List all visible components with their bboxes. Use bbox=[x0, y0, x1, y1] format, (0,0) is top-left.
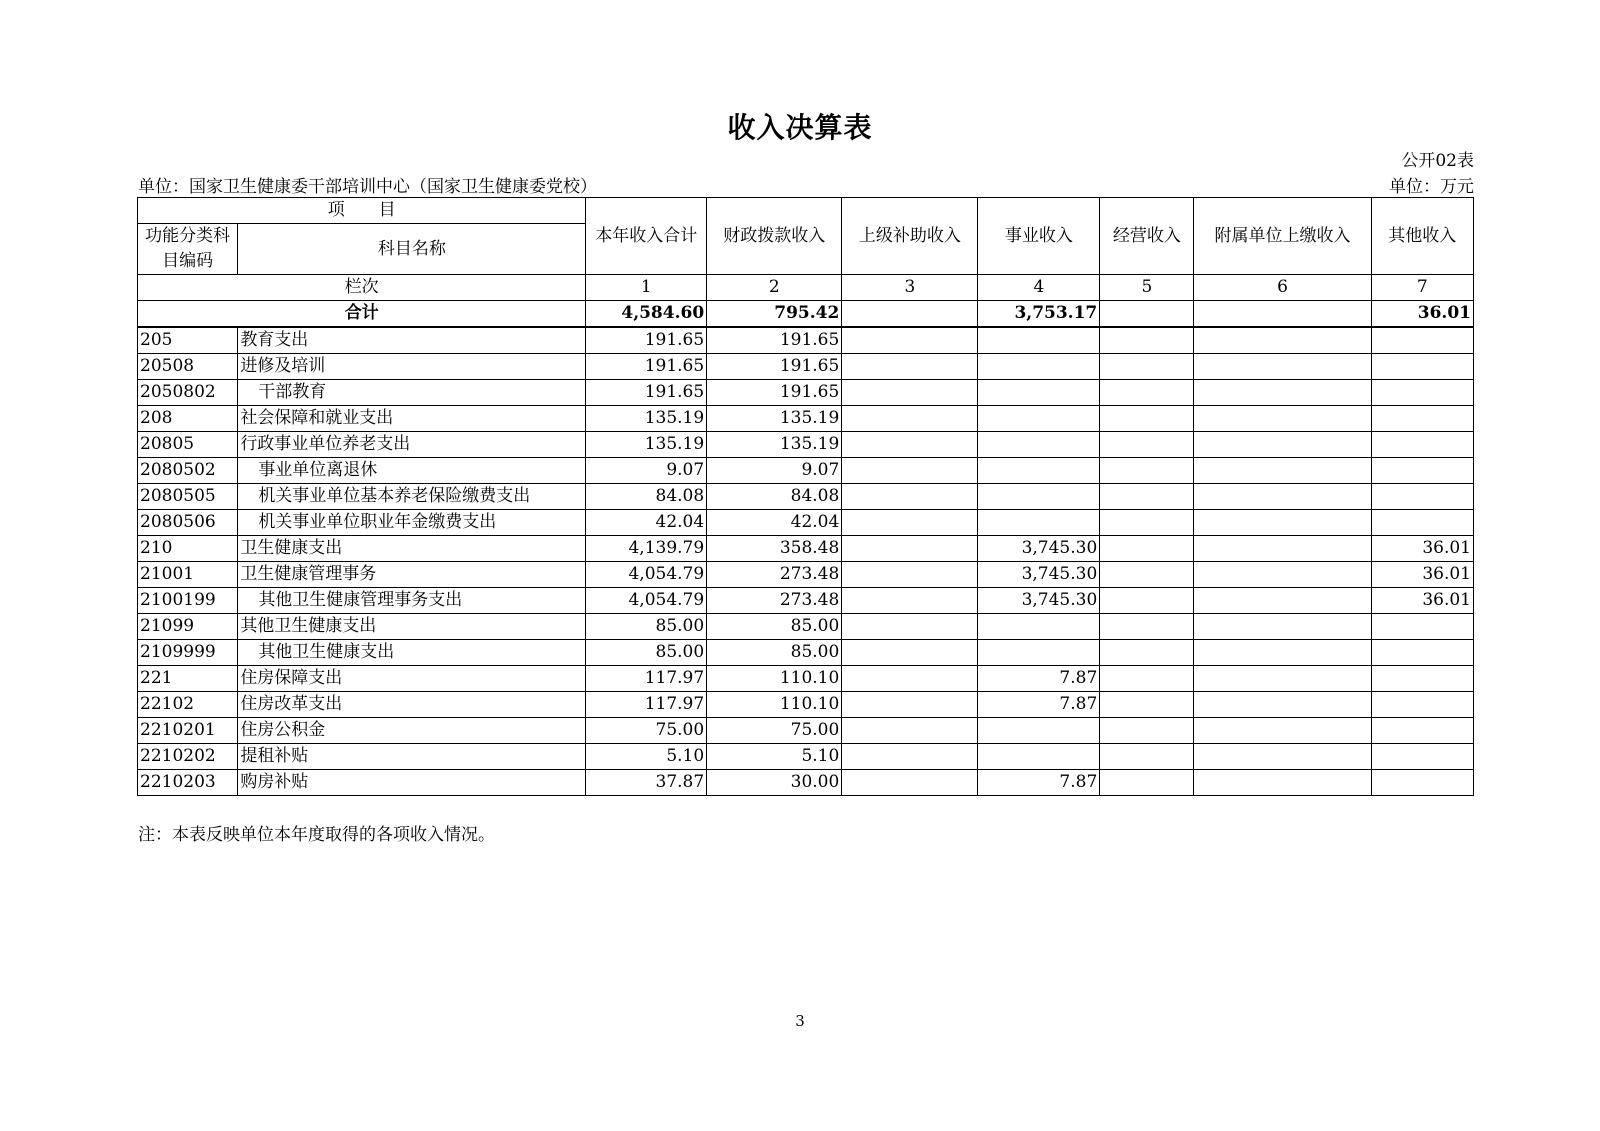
row-name: 住房改革支出 bbox=[238, 692, 586, 718]
row-value bbox=[978, 614, 1100, 640]
row-value bbox=[1100, 614, 1194, 640]
header-col-4: 事业收入 bbox=[978, 198, 1100, 275]
row-value bbox=[842, 432, 978, 458]
row-value: 75.00 bbox=[586, 718, 707, 744]
row-value bbox=[1100, 406, 1194, 432]
row-value bbox=[1371, 770, 1473, 796]
row-value: 5.10 bbox=[586, 744, 707, 770]
row-value: 273.48 bbox=[707, 588, 842, 614]
row-name: 其他卫生健康管理事务支出 bbox=[238, 588, 586, 614]
row-name: 机关事业单位职业年金缴费支出 bbox=[238, 510, 586, 536]
row-value bbox=[1100, 536, 1194, 562]
row-value bbox=[842, 354, 978, 380]
table-row bbox=[138, 588, 1474, 614]
row-value bbox=[842, 484, 978, 510]
total-row bbox=[138, 301, 1474, 328]
row-code: 205 bbox=[138, 327, 238, 354]
total-label: 合计 bbox=[138, 301, 586, 328]
row-code: 210 bbox=[138, 536, 238, 562]
row-value: 84.08 bbox=[707, 484, 842, 510]
table-row bbox=[138, 536, 1474, 562]
header-col-5: 经营收入 bbox=[1100, 198, 1194, 275]
row-value bbox=[1194, 380, 1371, 406]
row-value bbox=[1371, 510, 1473, 536]
col-num: 4 bbox=[978, 275, 1100, 301]
row-value: 85.00 bbox=[586, 640, 707, 666]
row-value bbox=[842, 458, 978, 484]
row-value bbox=[1194, 692, 1371, 718]
row-value: 117.97 bbox=[586, 692, 707, 718]
row-value bbox=[1100, 744, 1194, 770]
row-value bbox=[1100, 327, 1194, 354]
row-value: 191.65 bbox=[586, 380, 707, 406]
row-value bbox=[1100, 770, 1194, 796]
row-value bbox=[978, 510, 1100, 536]
row-value bbox=[1100, 432, 1194, 458]
row-code: 21001 bbox=[138, 562, 238, 588]
col-num: 1 bbox=[586, 275, 707, 301]
row-value bbox=[1371, 432, 1473, 458]
table-row bbox=[138, 432, 1474, 458]
row-value: 3,745.30 bbox=[978, 588, 1100, 614]
row-value bbox=[842, 692, 978, 718]
row-value: 135.19 bbox=[707, 432, 842, 458]
row-value bbox=[1371, 327, 1473, 354]
row-value bbox=[1194, 354, 1371, 380]
row-value bbox=[1194, 432, 1371, 458]
row-value bbox=[1194, 666, 1371, 692]
row-value bbox=[1194, 744, 1371, 770]
row-value: 30.00 bbox=[707, 770, 842, 796]
header-item: 项 目 bbox=[138, 198, 586, 224]
col-num: 7 bbox=[1371, 275, 1473, 301]
row-value bbox=[1194, 327, 1371, 354]
page-number: 3 bbox=[795, 1012, 805, 1030]
row-name: 社会保障和就业支出 bbox=[238, 406, 586, 432]
table-row bbox=[138, 354, 1474, 380]
row-value: 191.65 bbox=[586, 327, 707, 354]
row-value bbox=[842, 562, 978, 588]
row-code: 2109999 bbox=[138, 640, 238, 666]
header-code: 功能分类科目编码 bbox=[138, 224, 238, 275]
row-value: 85.00 bbox=[707, 640, 842, 666]
column-number-row bbox=[138, 275, 1474, 301]
row-value bbox=[978, 484, 1100, 510]
total-value: 36.01 bbox=[1371, 301, 1473, 328]
row-code: 2210202 bbox=[138, 744, 238, 770]
row-value bbox=[978, 354, 1100, 380]
row-value: 191.65 bbox=[707, 380, 842, 406]
header-name: 科目名称 bbox=[238, 224, 586, 275]
table-row bbox=[138, 458, 1474, 484]
col-num: 3 bbox=[842, 275, 978, 301]
table-row bbox=[138, 380, 1474, 406]
row-value: 42.04 bbox=[586, 510, 707, 536]
row-value: 110.10 bbox=[707, 692, 842, 718]
row-value bbox=[1100, 666, 1194, 692]
row-code: 2210203 bbox=[138, 770, 238, 796]
row-code: 2080505 bbox=[138, 484, 238, 510]
money-unit: 单位：万元 bbox=[1389, 177, 1474, 197]
row-value: 85.00 bbox=[707, 614, 842, 640]
table-row bbox=[138, 510, 1474, 536]
page-title: 收入决算表 bbox=[727, 111, 873, 144]
table-row bbox=[138, 666, 1474, 692]
row-value: 135.19 bbox=[707, 406, 842, 432]
row-value: 3,745.30 bbox=[978, 562, 1100, 588]
total-value bbox=[842, 301, 978, 328]
table-row bbox=[138, 692, 1474, 718]
row-value: 117.97 bbox=[586, 666, 707, 692]
col-num: 5 bbox=[1100, 275, 1194, 301]
row-value: 84.08 bbox=[586, 484, 707, 510]
total-value: 3,753.17 bbox=[978, 301, 1100, 328]
row-value: 4,054.79 bbox=[586, 588, 707, 614]
total-value: 795.42 bbox=[707, 301, 842, 328]
row-value bbox=[1100, 510, 1194, 536]
row-value: 273.48 bbox=[707, 562, 842, 588]
form-number: 公开02表 bbox=[1401, 151, 1474, 171]
header-row-1 bbox=[138, 198, 1474, 224]
row-name: 卫生健康管理事务 bbox=[238, 562, 586, 588]
row-value bbox=[1194, 588, 1371, 614]
row-value bbox=[1371, 640, 1473, 666]
row-value bbox=[1371, 692, 1473, 718]
row-value: 9.07 bbox=[586, 458, 707, 484]
row-value bbox=[978, 718, 1100, 744]
row-code: 2050802 bbox=[138, 380, 238, 406]
footnote: 注：本表反映单位本年度取得的各项收入情况。 bbox=[138, 825, 495, 845]
row-value: 4,139.79 bbox=[586, 536, 707, 562]
row-name: 事业单位离退休 bbox=[238, 458, 586, 484]
row-value bbox=[1100, 718, 1194, 744]
row-value bbox=[1100, 354, 1194, 380]
row-value: 42.04 bbox=[707, 510, 842, 536]
row-value: 36.01 bbox=[1371, 588, 1473, 614]
row-value bbox=[842, 614, 978, 640]
row-name: 住房公积金 bbox=[238, 718, 586, 744]
row-value: 191.65 bbox=[707, 327, 842, 354]
row-value bbox=[842, 510, 978, 536]
row-value bbox=[842, 640, 978, 666]
row-value: 110.10 bbox=[707, 666, 842, 692]
row-value: 36.01 bbox=[1371, 562, 1473, 588]
table-row bbox=[138, 744, 1474, 770]
row-value bbox=[978, 432, 1100, 458]
total-value bbox=[1194, 301, 1371, 328]
row-value bbox=[1194, 406, 1371, 432]
row-value bbox=[1194, 562, 1371, 588]
row-value bbox=[1194, 458, 1371, 484]
income-table bbox=[137, 197, 1474, 796]
row-value bbox=[1194, 484, 1371, 510]
row-name: 购房补贴 bbox=[238, 770, 586, 796]
row-value bbox=[1100, 588, 1194, 614]
row-value: 5.10 bbox=[707, 744, 842, 770]
row-value bbox=[1194, 770, 1371, 796]
row-value: 9.07 bbox=[707, 458, 842, 484]
total-value bbox=[1100, 301, 1194, 328]
row-value bbox=[978, 458, 1100, 484]
row-code: 208 bbox=[138, 406, 238, 432]
row-value bbox=[842, 770, 978, 796]
row-value: 4,054.79 bbox=[586, 562, 707, 588]
table-row bbox=[138, 327, 1474, 354]
row-code: 2080502 bbox=[138, 458, 238, 484]
row-value bbox=[1194, 614, 1371, 640]
row-code: 20805 bbox=[138, 432, 238, 458]
row-value: 7.87 bbox=[978, 666, 1100, 692]
row-value: 135.19 bbox=[586, 406, 707, 432]
row-name: 其他卫生健康支出 bbox=[238, 614, 586, 640]
table-row bbox=[138, 406, 1474, 432]
row-value bbox=[978, 327, 1100, 354]
row-value: 37.87 bbox=[586, 770, 707, 796]
row-value bbox=[1194, 640, 1371, 666]
header-col-7: 其他收入 bbox=[1371, 198, 1473, 275]
table-row bbox=[138, 640, 1474, 666]
row-value bbox=[1371, 458, 1473, 484]
row-value bbox=[842, 744, 978, 770]
table-row bbox=[138, 562, 1474, 588]
unit-name: 单位：国家卫生健康委干部培训中心（国家卫生健康委党校） bbox=[138, 177, 597, 197]
row-value bbox=[1371, 744, 1473, 770]
row-code: 2100199 bbox=[138, 588, 238, 614]
row-name: 住房保障支出 bbox=[238, 666, 586, 692]
row-value bbox=[842, 406, 978, 432]
row-name: 进修及培训 bbox=[238, 354, 586, 380]
row-value: 36.01 bbox=[1371, 536, 1473, 562]
row-value bbox=[842, 327, 978, 354]
row-code: 221 bbox=[138, 666, 238, 692]
row-value bbox=[1100, 380, 1194, 406]
table-row bbox=[138, 770, 1474, 796]
total-value: 4,584.60 bbox=[586, 301, 707, 328]
col-num: 6 bbox=[1194, 275, 1371, 301]
row-value bbox=[1100, 692, 1194, 718]
row-value: 75.00 bbox=[707, 718, 842, 744]
row-name: 机关事业单位基本养老保险缴费支出 bbox=[238, 484, 586, 510]
row-value: 7.87 bbox=[978, 692, 1100, 718]
lanci-label: 栏次 bbox=[138, 275, 586, 301]
row-code: 20508 bbox=[138, 354, 238, 380]
row-name: 行政事业单位养老支出 bbox=[238, 432, 586, 458]
row-value bbox=[1371, 380, 1473, 406]
row-value bbox=[1371, 484, 1473, 510]
header-col-3: 上级补助收入 bbox=[842, 198, 978, 275]
row-code: 22102 bbox=[138, 692, 238, 718]
row-value bbox=[1194, 510, 1371, 536]
row-value bbox=[1100, 484, 1194, 510]
row-value bbox=[842, 536, 978, 562]
table-row bbox=[138, 484, 1474, 510]
row-value: 7.87 bbox=[978, 770, 1100, 796]
row-code: 2080506 bbox=[138, 510, 238, 536]
row-value: 191.65 bbox=[586, 354, 707, 380]
row-value bbox=[842, 588, 978, 614]
row-value bbox=[1371, 666, 1473, 692]
row-name: 其他卫生健康支出 bbox=[238, 640, 586, 666]
row-value bbox=[1100, 562, 1194, 588]
row-value: 358.48 bbox=[707, 536, 842, 562]
header-col-2: 财政拨款收入 bbox=[707, 198, 842, 275]
row-value bbox=[1371, 406, 1473, 432]
row-value bbox=[978, 380, 1100, 406]
row-name: 提租补贴 bbox=[238, 744, 586, 770]
row-value bbox=[1100, 640, 1194, 666]
row-value bbox=[1194, 718, 1371, 744]
row-value: 191.65 bbox=[707, 354, 842, 380]
row-code: 2210201 bbox=[138, 718, 238, 744]
row-value bbox=[842, 380, 978, 406]
row-value bbox=[1371, 614, 1473, 640]
col-num: 2 bbox=[707, 275, 842, 301]
row-value bbox=[978, 744, 1100, 770]
row-value bbox=[978, 640, 1100, 666]
row-value: 85.00 bbox=[586, 614, 707, 640]
row-value bbox=[1100, 458, 1194, 484]
row-name: 卫生健康支出 bbox=[238, 536, 586, 562]
row-value bbox=[842, 718, 978, 744]
row-value: 3,745.30 bbox=[978, 536, 1100, 562]
row-value bbox=[1371, 354, 1473, 380]
row-name: 教育支出 bbox=[238, 327, 586, 354]
table-row bbox=[138, 614, 1474, 640]
row-name: 干部教育 bbox=[238, 380, 586, 406]
row-value: 135.19 bbox=[586, 432, 707, 458]
row-value bbox=[1371, 718, 1473, 744]
row-value bbox=[978, 406, 1100, 432]
row-code: 21099 bbox=[138, 614, 238, 640]
row-value bbox=[842, 666, 978, 692]
header-col-6: 附属单位上缴收入 bbox=[1194, 198, 1371, 275]
table-row bbox=[138, 718, 1474, 744]
row-value bbox=[1194, 536, 1371, 562]
header-col-1: 本年收入合计 bbox=[586, 198, 707, 275]
